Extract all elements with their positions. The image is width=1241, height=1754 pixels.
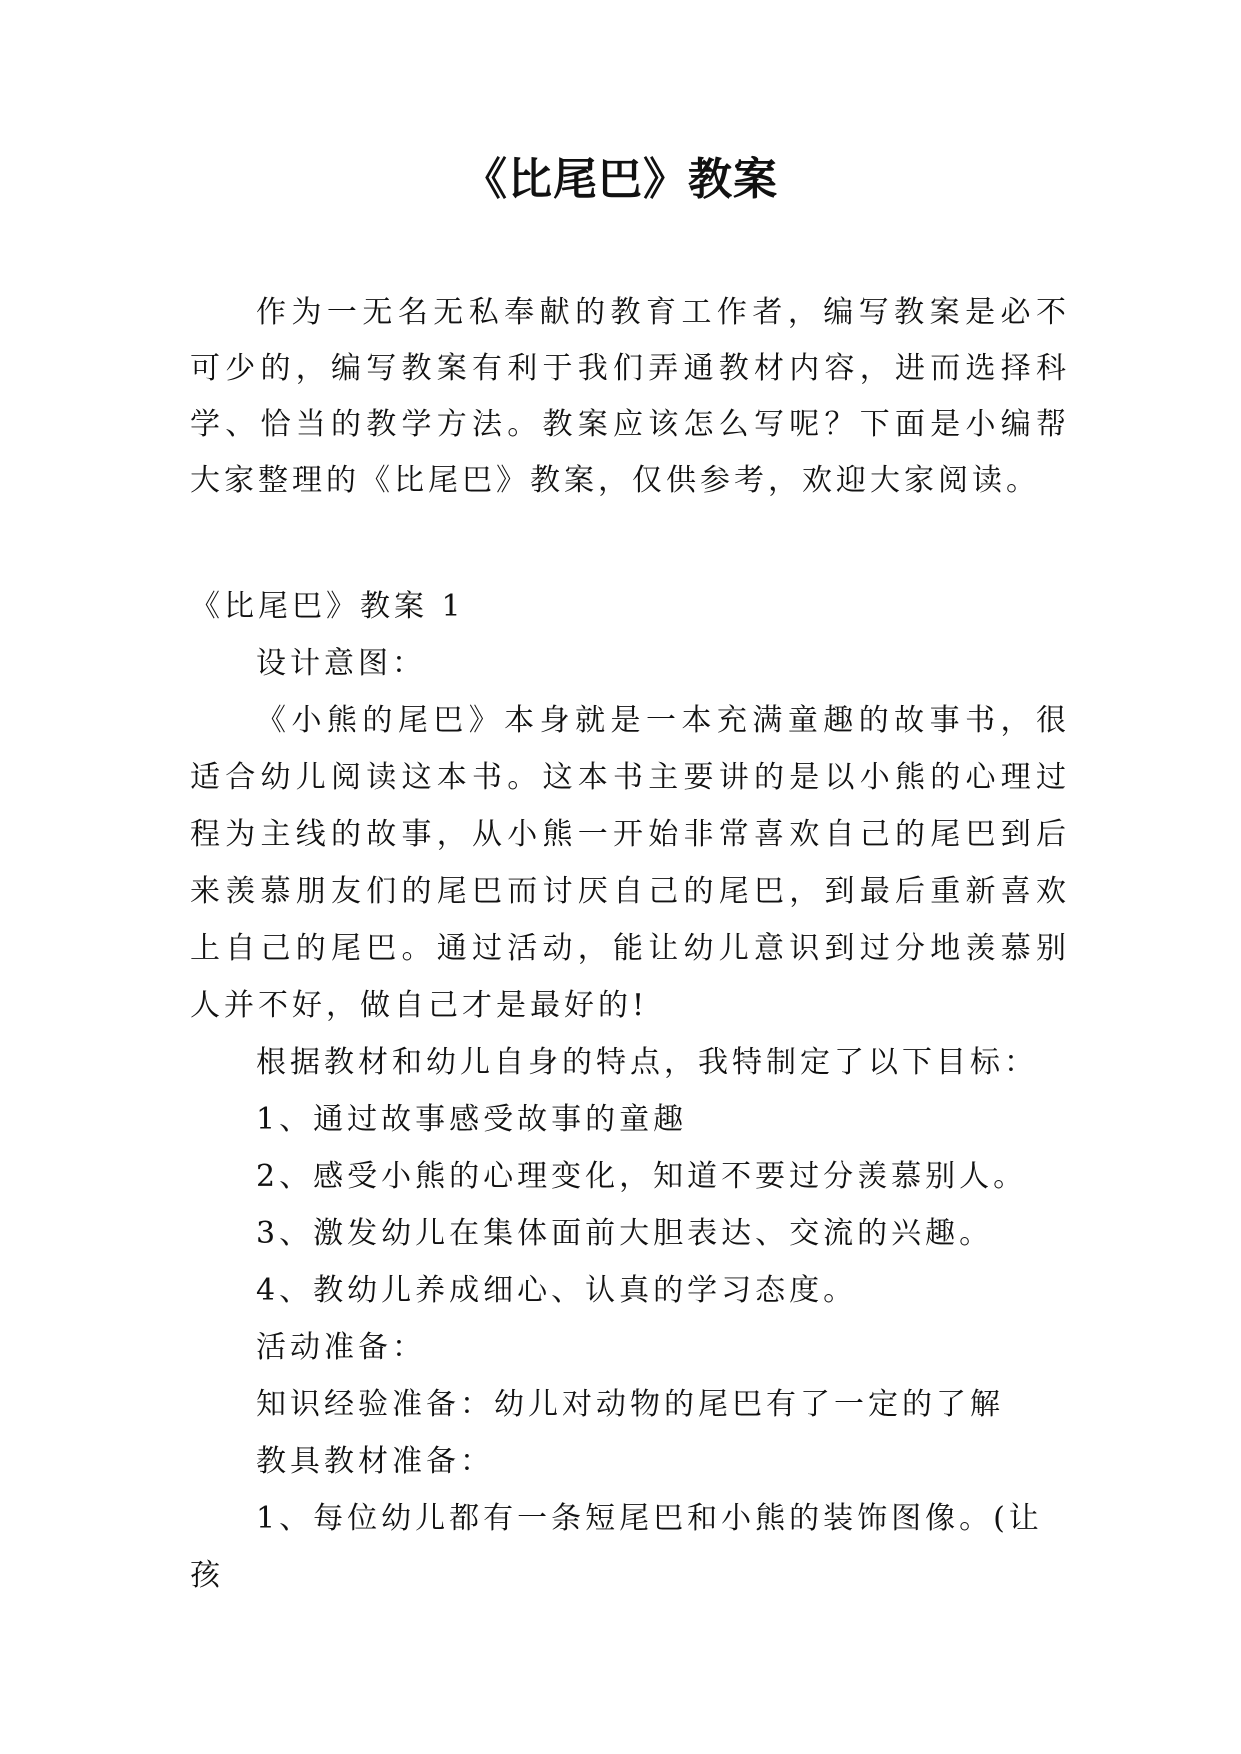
knowledge-prep: 知识经验准备：幼儿对动物的尾巴有了一定的了解 <box>256 1387 1004 1422</box>
goal-item-4: 4、教幼儿养成细心、认真的学习态度。 <box>256 1273 858 1308</box>
materials-item-1: 1、每位幼儿都有一条短尾巴和小熊的装饰图像。(让孩 <box>190 1501 1043 1593</box>
activity-prep-label: 活动准备： <box>256 1330 426 1365</box>
goal-item-1: 1、通过故事感受故事的童趣 <box>256 1102 688 1137</box>
goals-intro: 根据教材和幼儿自身的特点，我特制定了以下目标： <box>256 1045 1038 1080</box>
intro-paragraph: 作为一无名无私奉献的教育工作者，编写教案是必不可少的，编写教案有利于我们弄通教材内容，进而选择科学、恰当的教学方法。教案应该怎么写呢？下面是小编帮大家整理的《比尾巴》教案，仅供参考，欢迎大家阅读。 <box>190 295 1070 498</box>
lesson-plan-body <box>190 578 1070 1604</box>
goal-item-3: 3、激发幼儿在集体面前大胆表达、交流的兴趣。 <box>256 1216 994 1251</box>
design-intent-label: 设计意图： <box>256 646 426 681</box>
document-title: 《比尾巴》教案 <box>463 154 778 205</box>
materials-label: 教具教材准备： <box>256 1444 494 1479</box>
section-heading: 《比尾巴》教案 1 <box>190 589 465 624</box>
design-intent-paragraph: 《小熊的尾巴》本身就是一本充满童趣的故事书，很适合幼儿阅读这本书。这本书主要讲的是以小熊的心理过程为主线的故事，从小熊一开始非常喜欢自己的尾巴到后来羡慕朋友们的尾巴而讨厌自己的尾巴，到最后重新喜欢上自己的尾巴。通过活动，能让幼儿意识到过分地羡慕别人并不好，做自己才是最好的! <box>190 703 1070 1023</box>
goal-item-2: 2、感受小熊的心理变化，知道不要过分羡慕别人。 <box>256 1159 1028 1194</box>
